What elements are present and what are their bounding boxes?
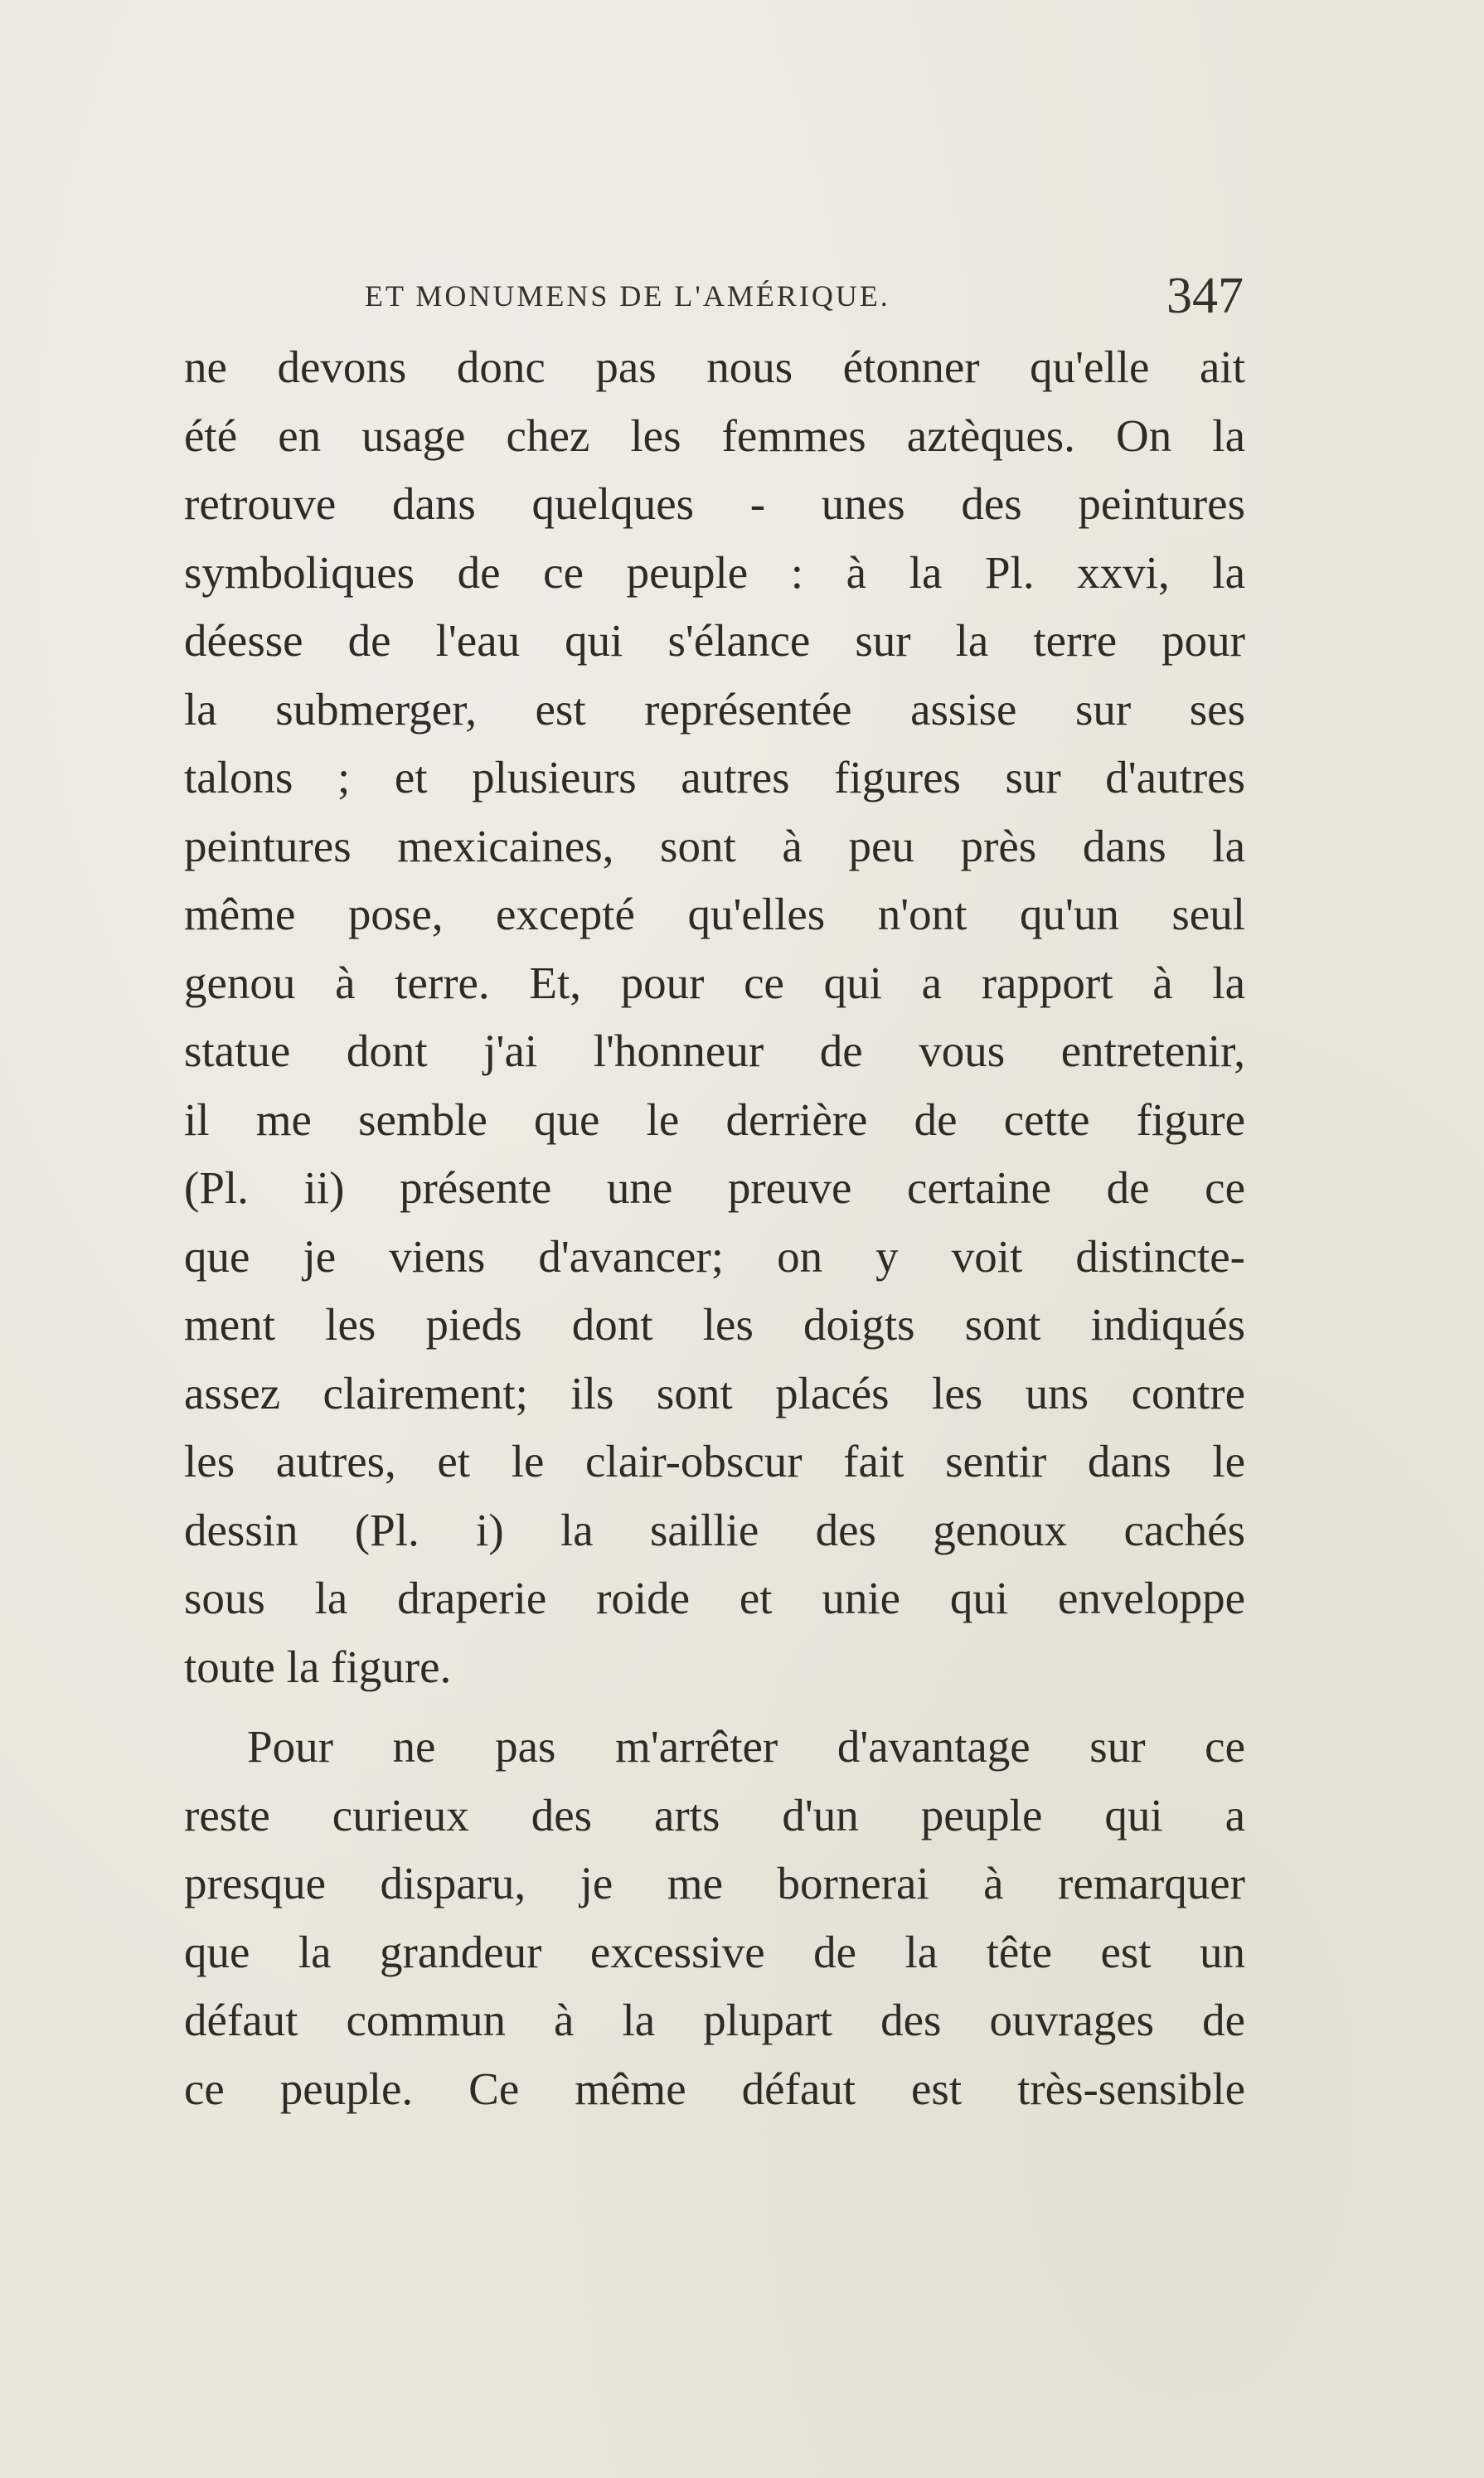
text-line: que la grandeur excessive de la tête est un [184, 1926, 1245, 1977]
text-line: que je viens d'avancer; on y voit distincte- [184, 1230, 1245, 1282]
text-line: ce peuple. Ce même défaut est très-sensible [184, 2063, 1245, 2114]
text-line: sous la draperie roide et unie qui enveloppe [184, 1573, 1245, 1623]
body-text [184, 333, 1245, 2123]
text-line: genou à terre. Et, pour ce qui a rapport à la [184, 957, 1245, 1008]
paragraph-gap [184, 1701, 1245, 1713]
text-line: déesse de l'eau qui s'élance sur la terre pour [184, 615, 1245, 666]
text-line: toute la figure. [184, 1641, 452, 1692]
page-number: 347 [1166, 268, 1244, 324]
text-line: les autres, et le clair-obscur fait sentir dans le [184, 1436, 1245, 1486]
text-line: presque disparu, je me bornerai à remarquer [184, 1858, 1245, 1908]
text-line: il me semble que le derrière de cette figure [184, 1094, 1245, 1145]
text-line: la submerger, est représentée assise sur ses [184, 683, 1245, 735]
text-line: talons ; et plusieurs autres figures sur d'autres [184, 752, 1245, 803]
text-line: statue dont j'ai l'honneur de vous entretenir, [184, 1026, 1245, 1076]
text-line: été en usage chez les femmes aztèques. On la [184, 410, 1245, 461]
running-head [365, 267, 1244, 333]
text-line: peintures mexicaines, sont à peu près dans la [184, 820, 1245, 871]
running-title: ET MONUMENS DE L'AMÉRIQUE. [365, 279, 890, 313]
text-line: ne devons donc pas nous étonner qu'elle ait [184, 342, 1245, 392]
text-line: même pose, excepté qu'elles n'ont qu'un seul [184, 889, 1245, 939]
text-line: ment les pieds dont les doigts sont indiqués [184, 1299, 1245, 1350]
text-line: (Pl. ii) présente une preuve certaine de ce [184, 1162, 1245, 1213]
paragraph [184, 1713, 1245, 2123]
text-line: dessin (Pl. i) la saillie des genoux cachés [184, 1504, 1245, 1555]
text-line: retrouve dans quelques - unes des peintures [184, 478, 1245, 529]
text-line: Pour ne pas m'arrêter d'avantage sur ce [247, 1721, 1245, 1772]
text-line: reste curieux des arts d'un peuple qui a [184, 1789, 1245, 1840]
paragraph [184, 333, 1245, 1701]
text-line: symboliques de ce peuple : à la Pl. xxvi, la [184, 546, 1245, 598]
text-line: assez clairement; ils sont placés les uns contre [184, 1367, 1245, 1418]
text-line: défaut commun à la plupart des ouvrages de [184, 1995, 1245, 2045]
